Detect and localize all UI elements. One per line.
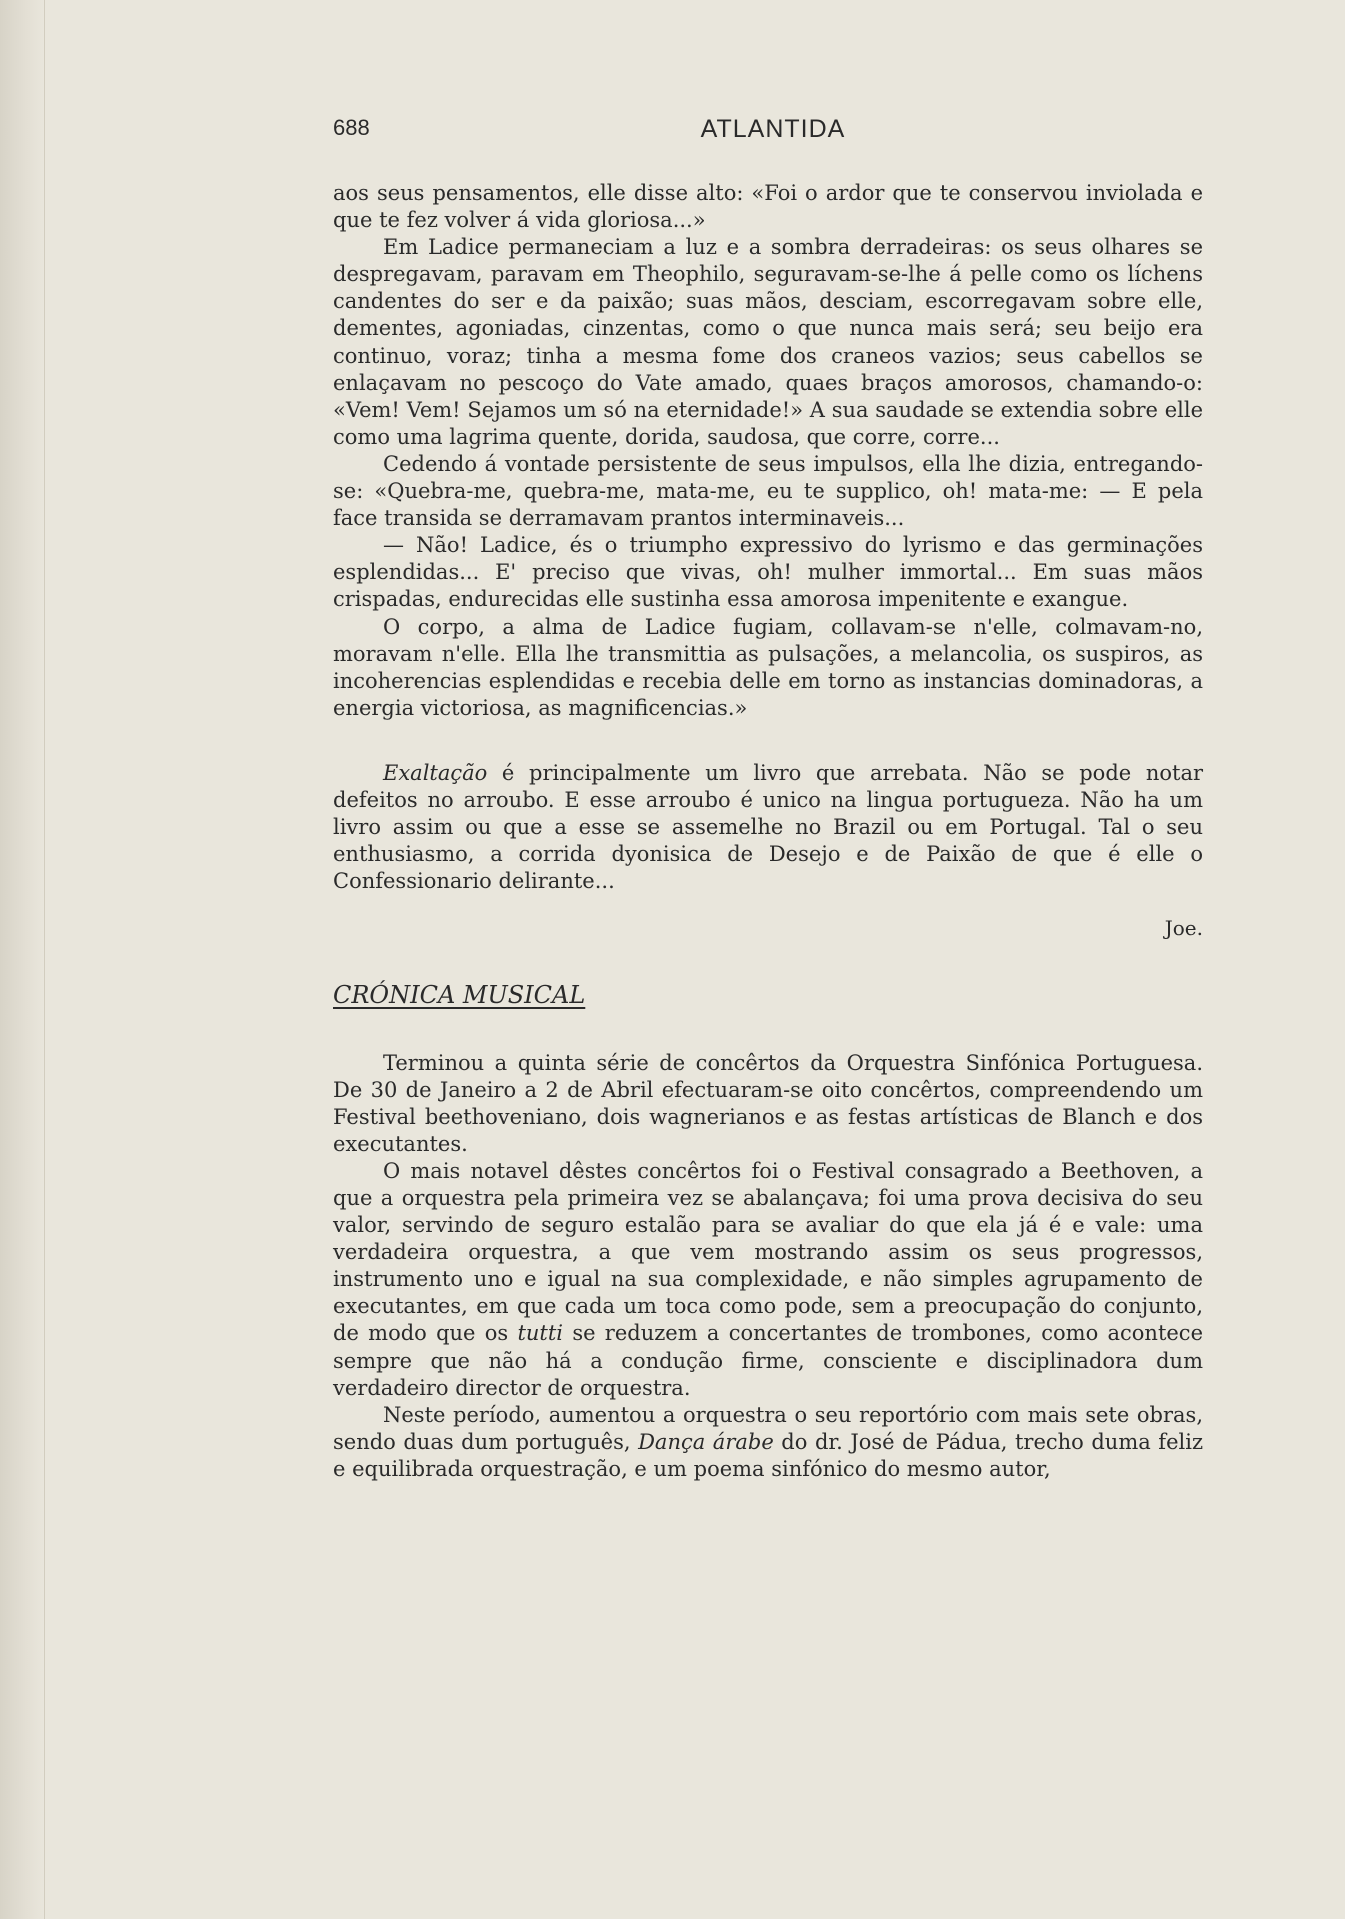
paragraph-text: é principalmente um livro que arrebata. Não se pode notar defeitos no arroubo. E esse arroubo é unico na lingua portugueza. Não ha um livro assim ou que a esse se assemelhe no Brazil ou em Portugal. Tal o seu enthusiasmo, a corrida dyonisica de Desejo e de Paixão de que é elle o Confessionario delirante...	[333, 760, 1203, 894]
paragraph: Terminou a quinta série de concêrtos da Orquestra Sinfónica Portuguesa. De 30 de Janeiro a 2 de Abril efectuaram-se oito concêrtos, compreendendo um Festival beethoveniano, dois wagnerianos e as festas artísticas de Blanch e dos executantes.	[333, 1050, 1203, 1156]
paragraph	[333, 1158, 1203, 1402]
italic-term: tutti	[517, 1321, 564, 1346]
paragraph	[333, 1402, 1203, 1483]
running-head	[333, 115, 1213, 149]
paragraph-text: O mais notavel dêstes concêrtos foi o Festival consagrado a Beethoven, a que a orquestra pela primeira vez se abalançava; foi uma prova decisiva do seu valor, servindo de seguro estalão para se avaliar do que ela já é e vale: uma verdadeira orquestra, a que vem mostrando assim os seus progressos, instrumento uno e igual na sua complexidade, e não simples agrupamento de executantes, em que cada um toca como pode, sem a preocupação do conjunto, de modo que os	[333, 1158, 1203, 1346]
signature: Joe.	[1164, 916, 1203, 941]
page-content	[333, 180, 1203, 1483]
section-heading: CRÓNICA MUSICAL	[333, 981, 586, 1010]
paragraph-text: do dr. José de Pádua, trecho duma feliz e equilibrada orquestração, e um poema sinfónico do mesmo autor,	[333, 1429, 1204, 1481]
book-title: Exaltação	[383, 760, 488, 785]
paragraph: Cedendo á vontade persistente de seus impulsos, ella lhe dizia, entregando-se: «Quebra-me, quebra-me, mata-me, eu te supplico, oh! mata-me: — E pela face transida se derramavam prantos interminaveis...	[333, 451, 1203, 531]
work-title: Dança árabe	[638, 1429, 774, 1454]
paragraph: aos seus pensamentos, elle disse alto: «Foi o ardor que te conservou inviolada e que te fez volver á vida gloriosa...»	[333, 181, 1203, 233]
journal-title: ATLANTIDA	[700, 115, 846, 143]
page-number: 688	[333, 115, 370, 140]
paragraph	[333, 760, 1203, 895]
paragraph: — Não! Ladice, és o triumpho expressivo do lyrismo e das germinações esplendidas... E' preciso que vivas, oh! mulher immortal... Em suas mãos crispadas, endurecidas elle sustinha essa amorosa impenitente e exangue.	[333, 533, 1203, 612]
paragraph-text: Neste período, aumentou a orquestra o seu reportório com mais sete obras, sendo duas dum português,	[333, 1402, 1203, 1454]
page-edge	[0, 0, 45, 1919]
paragraph: O corpo, a alma de Ladice fugiam, collavam-se n'elle, colmavam-no, moravam n'elle. Ella lhe transmittia as pulsações, a melancolia, os suspiros, as incoherencias esplendidas e recebia delle em torno as instancias dominadoras, a energia victoriosa, as magnificencias.»	[333, 614, 1203, 720]
paragraph-text: se reduzem a concertantes de trombones, como acontece sempre que não há a condução firme, consciente e disciplinadora dum verdadeiro director de orquestra.	[333, 1321, 1203, 1400]
paragraph: Em Ladice permaneciam a luz e a sombra derradeiras: os seus olhares se despregavam, paravam em Theophilo, seguravam-se-lhe á pelle como os líchens candentes do ser e da paixão; suas mãos, desciam, escorregavam sobre elle, dementes, agoniadas, cinzentas, como o que nunca mais será; seu beijo era continuo, voraz; tinha a mesma fome dos craneos vazios; seus cabellos se enlaçavam no pescoço do Vate amado, quaes braços amorosos, chamando-o: «Vem! Vem! Sejamos um só na eternidade!» A sua saudade se extendia sobre elle como uma lagrima quente, dorida, saudosa, que corre, corre...	[333, 235, 1203, 449]
